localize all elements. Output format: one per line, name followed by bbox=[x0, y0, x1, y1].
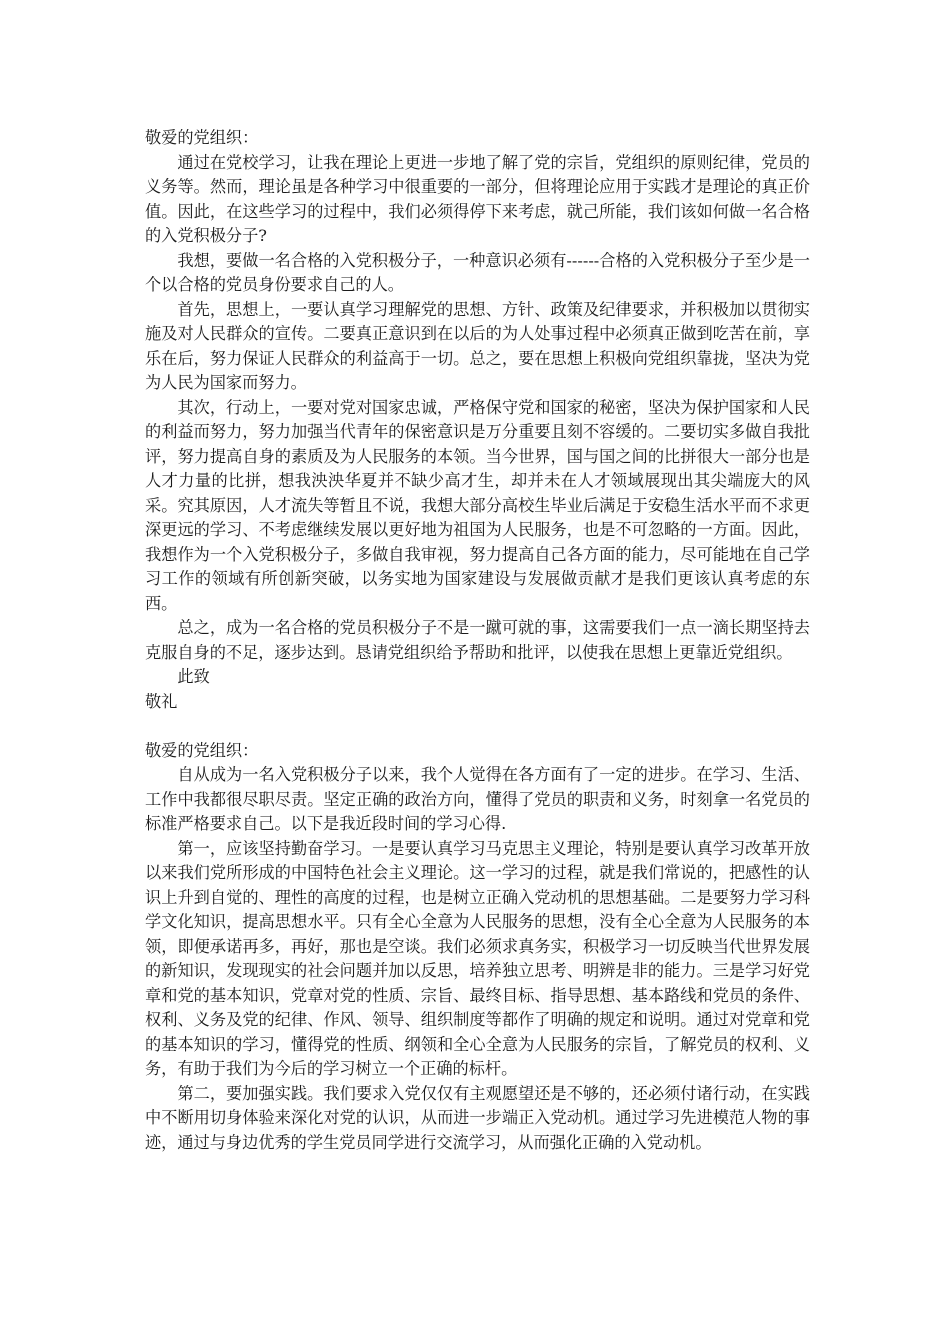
letter-2 bbox=[145, 739, 810, 1156]
letter-1 bbox=[145, 126, 810, 714]
letter-1-paragraph: 通过在党校学习，让我在理论上更进一步地了解了党的宗旨，党组织的原则纪律，党员的义务等。然而，理论虽是各种学习中很重要的一部分，但将理论应用于实践才是理论的真正价值。因此，在这些学习的过程中，我们必须得停下来考虑，就己所能，我们该如何做一名合格的入党积极分子? bbox=[145, 152, 810, 245]
document-page bbox=[145, 126, 810, 1155]
letter-2-paragraph: 自从成为一名入党积极分子以来，我个人觉得在各方面有了一定的进步。在学习、生活、工作中我都很尽职尽责。坚定正确的政治方向，懂得了党员的职责和义务，时刻拿一名党员的标准严格要求自己。以下是我近段时间的学习心得. bbox=[145, 765, 810, 833]
letter-1-regards: 敬礼 bbox=[145, 691, 178, 711]
letter-1-closing: 此致 bbox=[177, 667, 210, 686]
letter-1-salutation: 敬爱的党组织： bbox=[145, 128, 259, 147]
letter-1-paragraph: 我想，要做一名合格的入党积极分子，一种意识必须有------合格的入党积极分子至少是一个以合格的党员身份要求自己的人。 bbox=[145, 250, 810, 294]
letter-separator bbox=[145, 714, 810, 739]
letter-1-paragraph: 总之，成为一名合格的党员积极分子不是一蹴可就的事，这需要我们一点一滴长期坚持去克服自身的不足，逐步达到。恳请党组织给予帮助和批评，以使我在思想上更靠近党组织。 bbox=[145, 618, 810, 662]
letter-2-paragraph: 第一，应该坚持勤奋学习。一是要认真学习马克思主义理论，特别是要认真学习改革开放以来我们党所形成的中国特色社会主义理论。这一学习的过程，就是我们常说的，把感性的认识上升到自觉的、理性的高度的过程，也是树立正确入党动机的思想基础。二是要努力学习科学文化知识，提高思想水平。只有全心全意为人民服务的思想，没有全心全意为人民服务的本领，即便承诺再多，再好，那也是空谈。我们必须求真务实，积极学习一切反映当代世界发展的新知识，发现现实的社会问题并加以反思，培养独立思考、明辨是非的能力。三是学习好党章和党的基本知识，党章对党的性质、宗旨、最终目标、指导思想、基本路线和党员的条件、权利、义务及党的纪律、作风、领导、组织制度等都作了明确的规定和说明。通过对党章和党的基本知识的学习，懂得党的性质、纲领和全心全意为人民服务的宗旨，了解党员的权利、义务，有助于我们为今后的学习树立一个正确的标杆。 bbox=[145, 838, 810, 1078]
letter-1-paragraph: 首先，思想上，一要认真学习理解党的思想、方针、政策及纪律要求，并积极加以贯彻实施及对人民群众的宣传。二要真正意识到在以后的为人处事过程中必须真正做到吃苦在前，享乐在后，努力保证人民群众的利益高于一切。总之，要在思想上积极向党组织靠拢，坚决为党为人民为国家而努力。 bbox=[145, 299, 810, 392]
letter-1-paragraph: 其次，行动上，一要对党对国家忠诚，严格保守党和国家的秘密，坚决为保护国家和人民的利益而努力，努力加强当代青年的保密意识是万分重要且刻不容缓的。二要切实多做自我批评，努力提高自身的素质及为人民服务的本领。当今世界，国与国之间的比拼很大一部分也是人才力量的比拼，想我泱泱华夏并不缺少高才生，却并未在人才领域展现出其尖端庞大的风采。究其原因，人才流失等暂且不说，我想大部分高校生毕业后满足于安稳生活水平而不求更深更远的学习、不考虑继续发展以更好地为祖国为人民服务，也是不可忽略的一方面。因此，我想作为一个入党积极分子，多做自我审视，努力提高自己各方面的能力，尽可能地在自己学习工作的领域有所创新突破，以务实地为国家建设与发展做贡献才是我们更该认真考虑的东西。 bbox=[145, 397, 810, 613]
letter-2-paragraph: 第二，要加强实践。我们要求入党仅仅有主观愿望还是不够的，还必须付诸行动，在实践中不断用切身体验来深化对党的认识，从而进一步端正入党动机。通过学习先进模范人物的事迹，通过与身边优秀的学生党员同学进行交流学习，从而强化正确的入党动机。 bbox=[145, 1083, 810, 1152]
letter-2-salutation: 敬爱的党组织： bbox=[145, 740, 259, 760]
